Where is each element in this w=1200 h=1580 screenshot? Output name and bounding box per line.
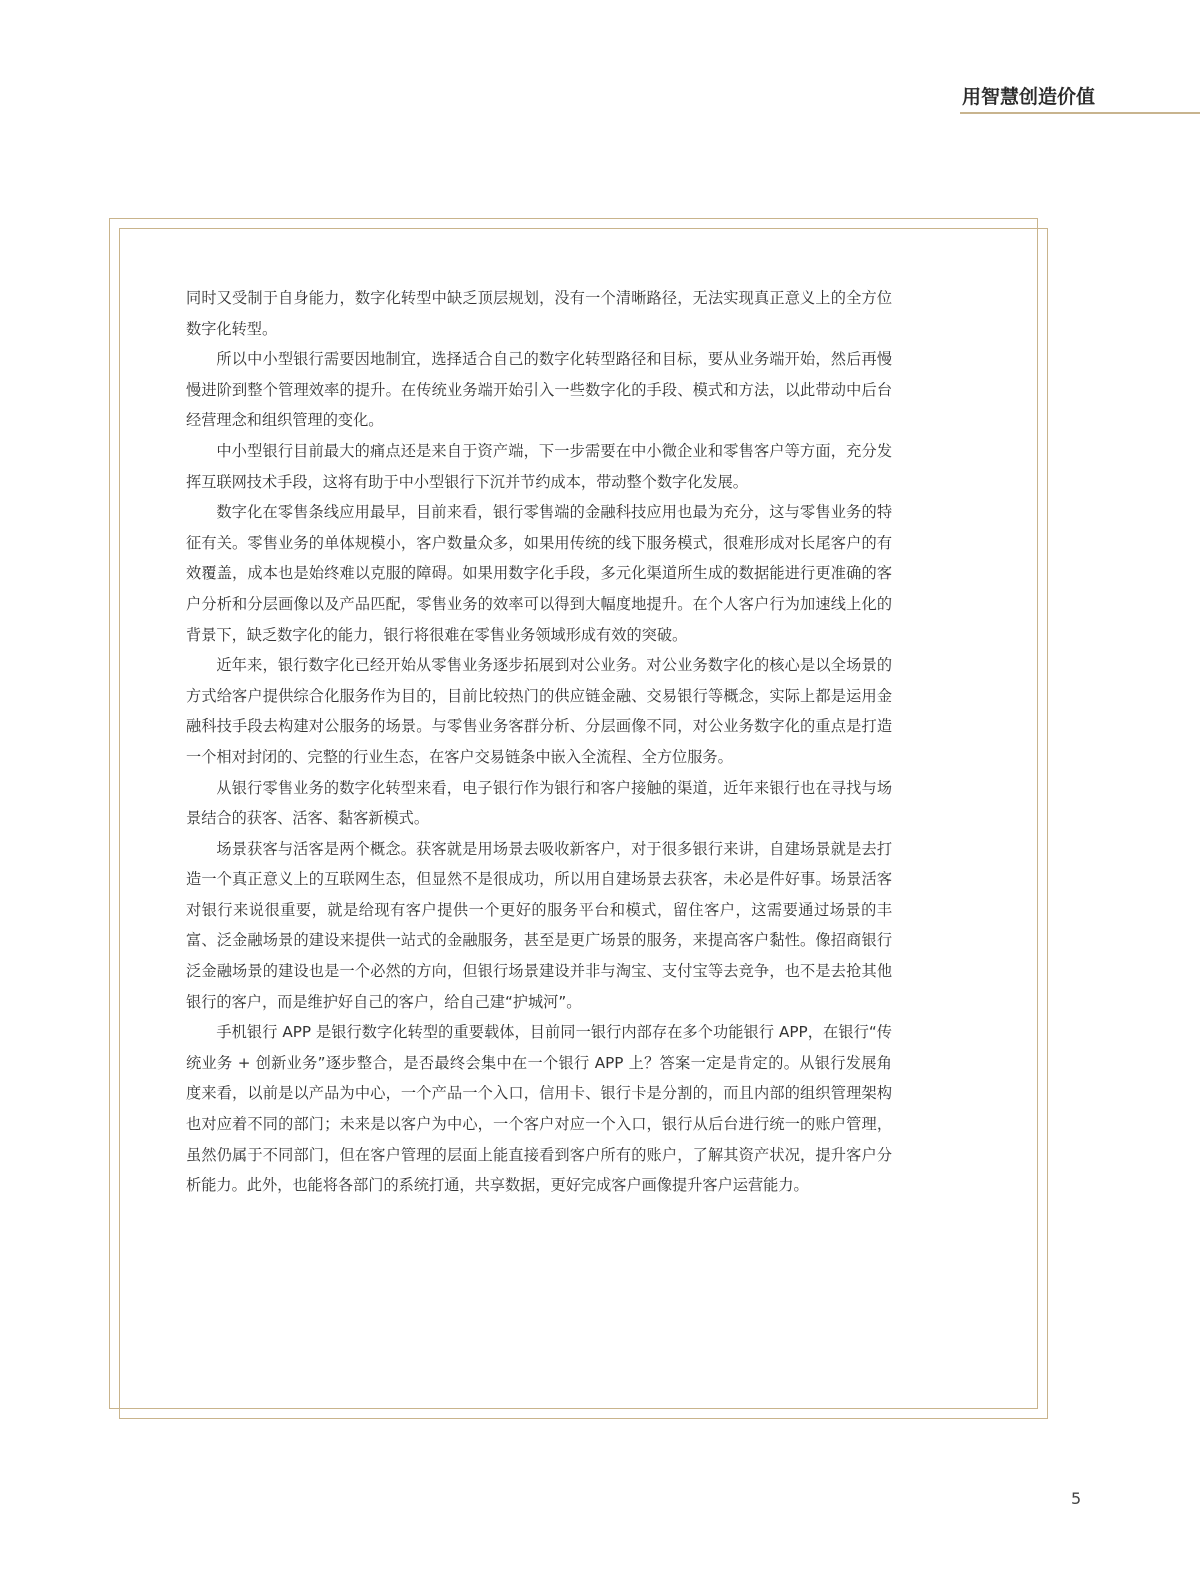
paragraph: 近年来，银行数字化已经开始从零售业务逐步拓展到对公业务。对公业务数字化的核心是以全场景的方式给客户提供综合化服务作为目的，目前比较热门的供应链金融、交易银行等概念，实际上都是运用金融科技手段去构建对公服务的场景。与零售业务客群分析、分层画像不同，对公业务数字化的重点是打造一个相对封闭的、完整的行业生态，在客户交易链条中嵌入全流程、全方位服务。 bbox=[186, 656, 892, 766]
header-divider bbox=[960, 112, 1200, 114]
paragraph: 手机银行 APP 是银行数字化转型的重要载体，目前同一银行内部存在多个功能银行 APP，在银行“传统业务 + 创新业务”逐步整合，是否最终会集中在一个银行 APP 上？答案一定是肯定的。从银行发展角度来看，以前是以产品为中心，一个产品一个入口，信用卡、银行卡是分割的，而且内部的组织管理架构也对应着不同的部门；未来是以客户为中心，一个客户对应一个入口，银行从后台进行统一的账户管理，虽然仍属于不同部门，但在客户管理的层面上能直接看到客户所有的账户，了解其资产状况，提升客户分析能力。此外，也能将各部门的系统打通，共享数据，更好完成客户画像提升客户运营能力。 bbox=[186, 1023, 892, 1195]
paragraph: 场景获客与活客是两个概念。获客就是用场景去吸收新客户，对于很多银行来讲，自建场景就是去打造一个真正意义上的互联网生态，但显然不是很成功，所以用自建场景去获客，未必是件好事。场景活客对银行来说很重要，就是给现有客户提供一个更好的服务平台和模式，留住客户，这需要通过场景的丰富、泛金融场景的建设来提供一站式的金融服务，甚至是更广场景的服务，来提高客户黏性。像招商银行泛金融场景的建设也是一个必然的方向，但银行场景建设并非与淘宝、支付宝等去竞争，也不是去抢其他银行的客户，而是维护好自己的客户，给自己建“护城河”。 bbox=[186, 839, 892, 1011]
paragraph: 数字化在零售条线应用最早，目前来看，银行零售端的金融科技应用也最为充分，这与零售业务的特征有关。零售业务的单体规模小，客户数量众多，如果用传统的线下服务模式，很难形成对长尾客户的有效覆盖，成本也是始终难以克服的障碍。如果用数字化手段，多元化渠道所生成的数据能进行更准确的客户分析和分层画像以及产品匹配，零售业务的效率可以得到大幅度地提升。在个人客户行为加速线上化的背景下，缺乏数字化的能力，银行将很难在零售业务领域形成有效的突破。 bbox=[186, 503, 892, 644]
paragraph: 从银行零售业务的数字化转型来看，电子银行作为银行和客户接触的渠道，近年来银行也在寻找与场景结合的获客、活客、黏客新模式。 bbox=[186, 778, 892, 828]
page-header-title: 用智慧创造价值 bbox=[962, 86, 1096, 108]
page-number: 5 bbox=[1071, 1489, 1082, 1508]
paragraph: 所以中小型银行需要因地制宜，选择适合自己的数字化转型路径和目标，要从业务端开始，然后再慢慢进阶到整个管理效率的提升。在传统业务端开始引入一些数字化的手段、模式和方法，以此带动中后台经营理念和组织管理的变化。 bbox=[186, 350, 892, 430]
paragraph: 中小型银行目前最大的痛点还是来自于资产端，下一步需要在中小微企业和零售客户等方面，充分发挥互联网技术手段，这将有助于中小型银行下沉并节约成本，带动整个数字化发展。 bbox=[186, 441, 892, 491]
paragraph: 同时又受制于自身能力，数字化转型中缺乏顶层规划，没有一个清晰路径，无法实现真正意义上的全方位数字化转型。 bbox=[186, 289, 892, 338]
article-body bbox=[186, 283, 892, 1201]
